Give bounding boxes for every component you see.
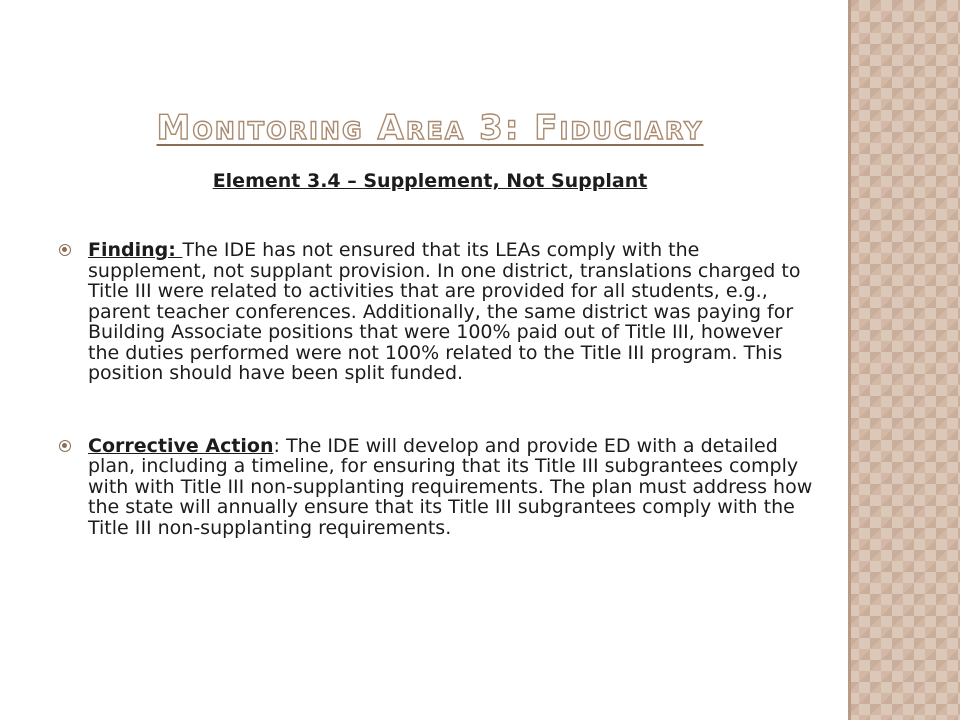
bullet-text-corrective-action: : The IDE will develop and provide ED with a detailed plan, including a timeline, for ensuring that its Title III subgrantees comply with with Title III non-supplanting requirements. The plan must address how the state will annually ensure that its Title III subgrantees comply with the Title III non-supplanting requirements. <box>88 434 813 539</box>
bullet-text-finding: The IDE has not ensured that its LEAs comply with the supplement, not supplant provision. In one district, translations charged to Title III were related to activities that are provided for all students, e.g., parent teacher conferences. Additionally, the same district was paying for Building Associate positions that were 100% paid out of Title III, however the duties performed were not 100% related to the Title III program. This position should have been split funded. <box>88 239 801 385</box>
slide-subtitle: Element 3.4 – Supplement, Not Supplant <box>212 170 648 192</box>
circle-bullet-icon <box>59 440 71 452</box>
bullet-list <box>56 240 816 538</box>
bullet-finding <box>56 240 816 384</box>
circle-bullet-icon <box>59 244 71 256</box>
slide-title: Monitoring Area 3: Fiduciary <box>156 108 704 148</box>
decorative-side-panel <box>848 0 960 720</box>
bullet-lead-finding: Finding: <box>88 239 183 261</box>
bullet-corrective-action <box>56 436 816 539</box>
bullet-lead-corrective-action: Corrective Action <box>88 434 274 457</box>
